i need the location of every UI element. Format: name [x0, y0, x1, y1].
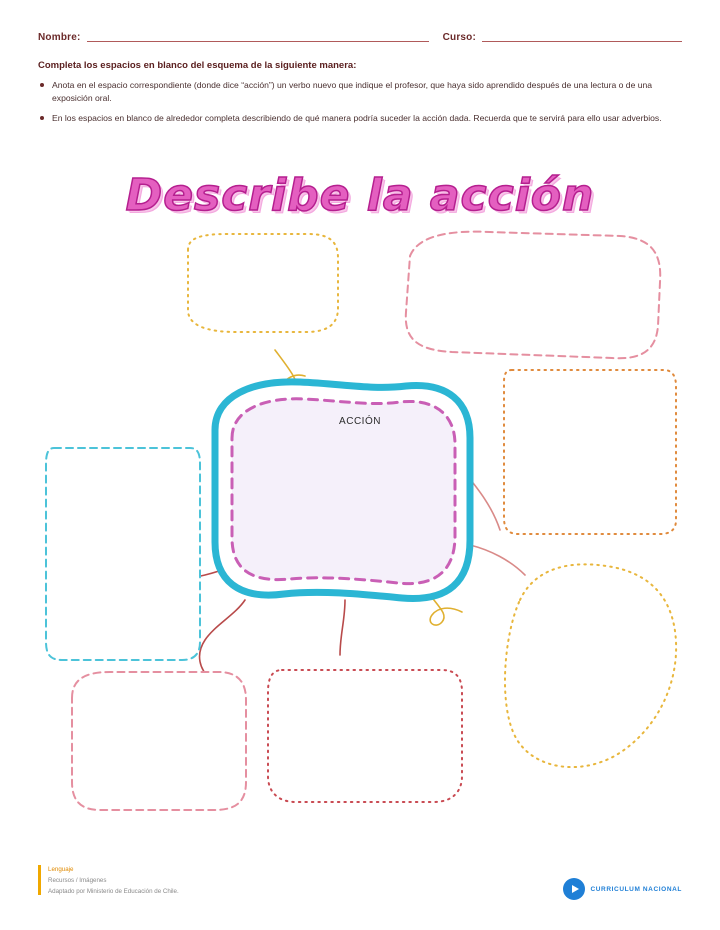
footer-lines — [48, 865, 179, 898]
nombre-label: Nombre: — [38, 32, 81, 43]
bullet-icon — [40, 83, 44, 87]
curso-field[interactable] — [443, 29, 682, 44]
instruction-item-1 — [38, 79, 680, 105]
play-triangle-icon — [572, 885, 579, 893]
instructions-block — [38, 60, 680, 132]
bubble-bottom-center — [268, 670, 462, 802]
footer-credits — [38, 865, 179, 898]
bullet-icon — [40, 116, 44, 120]
bubble-left-middle — [46, 448, 200, 660]
instruction-text-1: Anota en el espacio correspondiente (donde dice “acción”) un verbo nuevo que indique el profesor, que haya sido aprendido después de una lectura o de una exposición oral. — [52, 80, 653, 103]
instructions-list — [38, 79, 680, 125]
nombre-input-line[interactable] — [87, 29, 429, 42]
curso-input-line[interactable] — [482, 29, 682, 42]
curso-label: Curso: — [442, 32, 477, 43]
instruction-item-2 — [38, 112, 680, 125]
diagram-canvas — [0, 230, 720, 830]
worksheet-title: Describe la acción — [125, 170, 595, 221]
connector-bottom-left — [200, 600, 245, 678]
connector-bottom-right — [430, 595, 462, 625]
bubble-bottom-left — [72, 672, 246, 810]
play-circle-icon — [563, 878, 585, 900]
worksheet-title-wrap — [0, 170, 720, 221]
connector-bottom-center — [340, 600, 345, 655]
instructions-title: Completa los espacios en blanco del esquema de la siguiente manera: — [38, 60, 357, 71]
footer-line-1: Lenguaje — [48, 866, 74, 874]
nombre-field[interactable] — [38, 29, 429, 44]
header-fields — [38, 24, 682, 44]
bubble-top-center — [188, 234, 338, 332]
brand-text: CURRICULUM NACIONAL — [590, 885, 682, 893]
footer-line-2: Recursos / Imágenes — [48, 877, 107, 885]
instruction-text-2: En los espacios en blanco de alrededor completa describiendo de qué manera podría suceder la acción dada. Recuerda que te servirá para ello usar adverbios. — [52, 112, 662, 123]
bubble-right-upper — [504, 370, 676, 534]
footer-line-3: Adaptado por Ministerio de Educación de Chile. — [48, 888, 179, 896]
center-action-label: ACCIÓN — [339, 416, 381, 427]
brand-logo — [563, 878, 682, 900]
footer-accent-bar — [38, 865, 41, 895]
bubble-right-lower — [505, 564, 676, 767]
bubble-top-right — [406, 232, 660, 359]
connector-right-middle — [470, 545, 525, 575]
